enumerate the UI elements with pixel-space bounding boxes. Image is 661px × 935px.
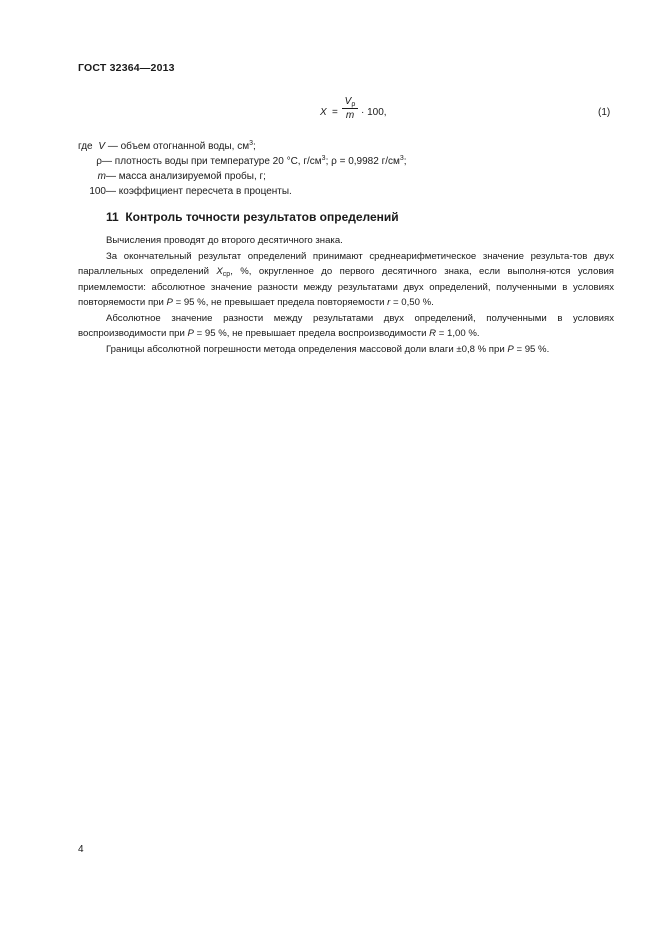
- section-body: [78, 233, 614, 357]
- paragraph: [78, 249, 614, 311]
- paragraph: [78, 311, 614, 342]
- document-header: ГОСТ 32364—2013: [78, 62, 175, 74]
- where-sup: 3: [321, 155, 326, 162]
- where-row-rho: [78, 154, 407, 169]
- where-symbol: ρ: [96, 156, 102, 167]
- section-heading: [106, 210, 399, 224]
- paragraph-text: Границы абсолютной погрешности метода определения массовой доли влаги ±0,8 % при: [106, 343, 508, 355]
- formula-numerator-var: V: [344, 96, 352, 107]
- formula-numerator: [342, 96, 358, 107]
- section-number: 11: [106, 210, 119, 224]
- paragraph-text: = 1,00 %.: [436, 328, 480, 339]
- math-sub: ср: [222, 271, 231, 278]
- math-var: R: [429, 328, 437, 339]
- paragraph-text: = 95 %, не превышает предела воспроизводимости: [193, 328, 430, 339]
- where-sup: 3: [399, 155, 404, 162]
- formula-tail: · 100,: [361, 107, 387, 118]
- formula-number: (1): [598, 107, 611, 118]
- math-var: P: [166, 297, 173, 308]
- where-text: ; ρ = 0,9982 г/см: [325, 156, 400, 167]
- where-text: плотность воды при температуре 20 °С, г/см: [114, 156, 322, 167]
- where-dash: —: [105, 141, 121, 152]
- section-title: Контроль точности результатов определений: [125, 210, 399, 224]
- where-dash: —: [106, 186, 119, 197]
- formula-denominator: m: [345, 110, 355, 121]
- paragraph-text: = 0,50 %.: [390, 297, 434, 308]
- formula-fraction: [342, 96, 358, 121]
- formula-equals: =: [332, 107, 338, 118]
- paragraph-text: , %, округленное до первого десятичного знака, если выполня-ются условия приемлемости: абсолютное значение разности между результатами двух определений, полученными в условиях повторяемости при: [78, 266, 614, 308]
- where-row-100: [78, 184, 292, 199]
- math-var: r: [387, 297, 391, 308]
- where-text: коэффициент пересчета в проценты.: [118, 186, 292, 197]
- paragraph: Вычисления проводят до второго десятичного знака.: [106, 235, 343, 246]
- where-sup: 3: [249, 140, 254, 147]
- paragraph-text: За окончательный результат определений принимают среднеарифметическое значение результа-тов двух параллельных определений: [78, 250, 614, 277]
- where-row-m: [78, 169, 266, 184]
- where-text: масса анализируемой пробы, г;: [118, 171, 266, 182]
- paragraph-text: Абсолютное значение разности между результатами двух определений, полученными в условиях воспроизводимости при: [78, 312, 614, 339]
- paragraph-text: = 95 %.: [513, 343, 550, 355]
- formula-numerator-sub: ρ: [351, 101, 356, 108]
- where-text-end: ;: [253, 141, 256, 152]
- where-block: [78, 139, 407, 199]
- math-var: P: [187, 328, 194, 339]
- where-dash: —: [102, 156, 115, 167]
- where-text: объем отогнанной воды, см: [120, 141, 250, 152]
- where-row-v: [78, 139, 256, 154]
- math-var: P: [507, 343, 514, 355]
- formula-lhs: X: [320, 107, 327, 118]
- math-var: X: [216, 266, 223, 277]
- page-number: 4: [78, 844, 84, 855]
- fraction-bar: [342, 108, 358, 109]
- formula: [320, 96, 410, 130]
- where-text-end: ;: [403, 156, 407, 167]
- paragraph: [78, 342, 614, 358]
- where-symbol: 100: [89, 186, 106, 197]
- where-symbol: V: [98, 141, 106, 152]
- paragraph-text: = 95 %, не превышает предела повторяемости: [172, 297, 388, 308]
- where-symbol: m: [97, 171, 106, 182]
- where-dash: —: [106, 171, 119, 182]
- where-intro: где: [78, 141, 93, 152]
